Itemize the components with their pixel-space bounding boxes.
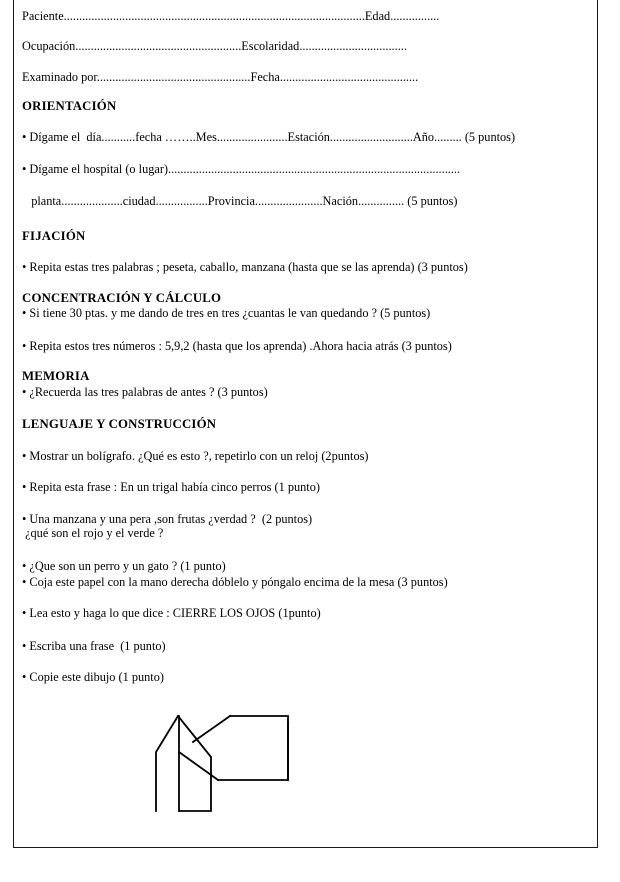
memoria-item: • ¿Recuerda las tres palabras de antes ? (3 puntos) xyxy=(22,385,268,399)
orientacion-lugar-item: • Dígame el hospital (o lugar)............................................................................................... xyxy=(22,162,461,176)
paciente-line: Paciente..................................................................................................Edad................ xyxy=(22,9,440,23)
lenguaje-item-5: • Coja este papel con la mano derecha dóblelo y póngalo encima de la mesa (3 puntos) xyxy=(22,575,448,589)
lenguaje-item-3a: • Una manzana y una pera ,son frutas ¿verdad ? (2 puntos) xyxy=(22,512,313,526)
orientacion-heading: ORIENTACIÓN xyxy=(22,99,117,113)
fijacion-item: • Repita estas tres palabras ; peseta, caballo, manzana (hasta que se las aprenda) (3 puntos) xyxy=(22,260,468,274)
intersecting-pentagons-drawing xyxy=(148,708,298,816)
lenguaje-item-4: • ¿Que son un perro y un gato ? (1 punto) xyxy=(22,559,226,573)
concentracion-heading: CONCENTRACIÓN Y CÁLCULO xyxy=(22,291,222,305)
ocupacion-line: Ocupación......................................................Escolaridad................................... xyxy=(22,39,407,53)
lenguaje-item-6: • Lea esto y haga lo que dice : CIERRE LOS OJOS (1punto) xyxy=(22,606,321,620)
lenguaje-heading: LENGUAJE Y CONSTRUCCIÓN xyxy=(22,417,217,431)
concentracion-item-2: • Repita estos tres números : 5,9,2 (hasta que los aprenda) .Ahora hacia atrás (3 puntos) xyxy=(22,339,452,353)
lenguaje-item-2: • Repita esta frase : En un trigal había cinco perros (1 punto) xyxy=(22,480,320,494)
drawing-lower-connector xyxy=(179,752,218,780)
concentracion-item-1: • Si tiene 30 ptas. y me dando de tres en tres ¿cuantas le van quedando ? (5 puntos) xyxy=(22,306,431,320)
orientacion-fecha-item: • Dígame el día...........fecha ……..Mes.......................Estación...........................Año......... (5 puntos) xyxy=(22,130,516,144)
memoria-heading: MEMORIA xyxy=(22,369,90,383)
drawing-left-outline xyxy=(156,716,178,811)
lenguaje-item-8: • Copie este dibujo (1 punto) xyxy=(22,670,164,684)
drawing-top-connector xyxy=(193,716,230,742)
fijacion-heading: FIJACIÓN xyxy=(22,229,86,243)
lenguaje-item-7: • Escriba una frase (1 punto) xyxy=(22,639,166,653)
lenguaje-item-3b: ¿qué son el rojo y el verde ? xyxy=(22,526,164,540)
drawing-right-outline xyxy=(218,716,288,780)
lenguaje-item-1: • Mostrar un bolígrafo. ¿Qué es esto ?, repetirlo con un reloj (2puntos) xyxy=(22,449,369,463)
orientacion-lugar-detalle: planta....................ciudad.................Provincia......................Nación............... (5 puntos) xyxy=(22,194,458,208)
examinado-line: Examinado por..................................................Fecha............................................. xyxy=(22,70,419,84)
